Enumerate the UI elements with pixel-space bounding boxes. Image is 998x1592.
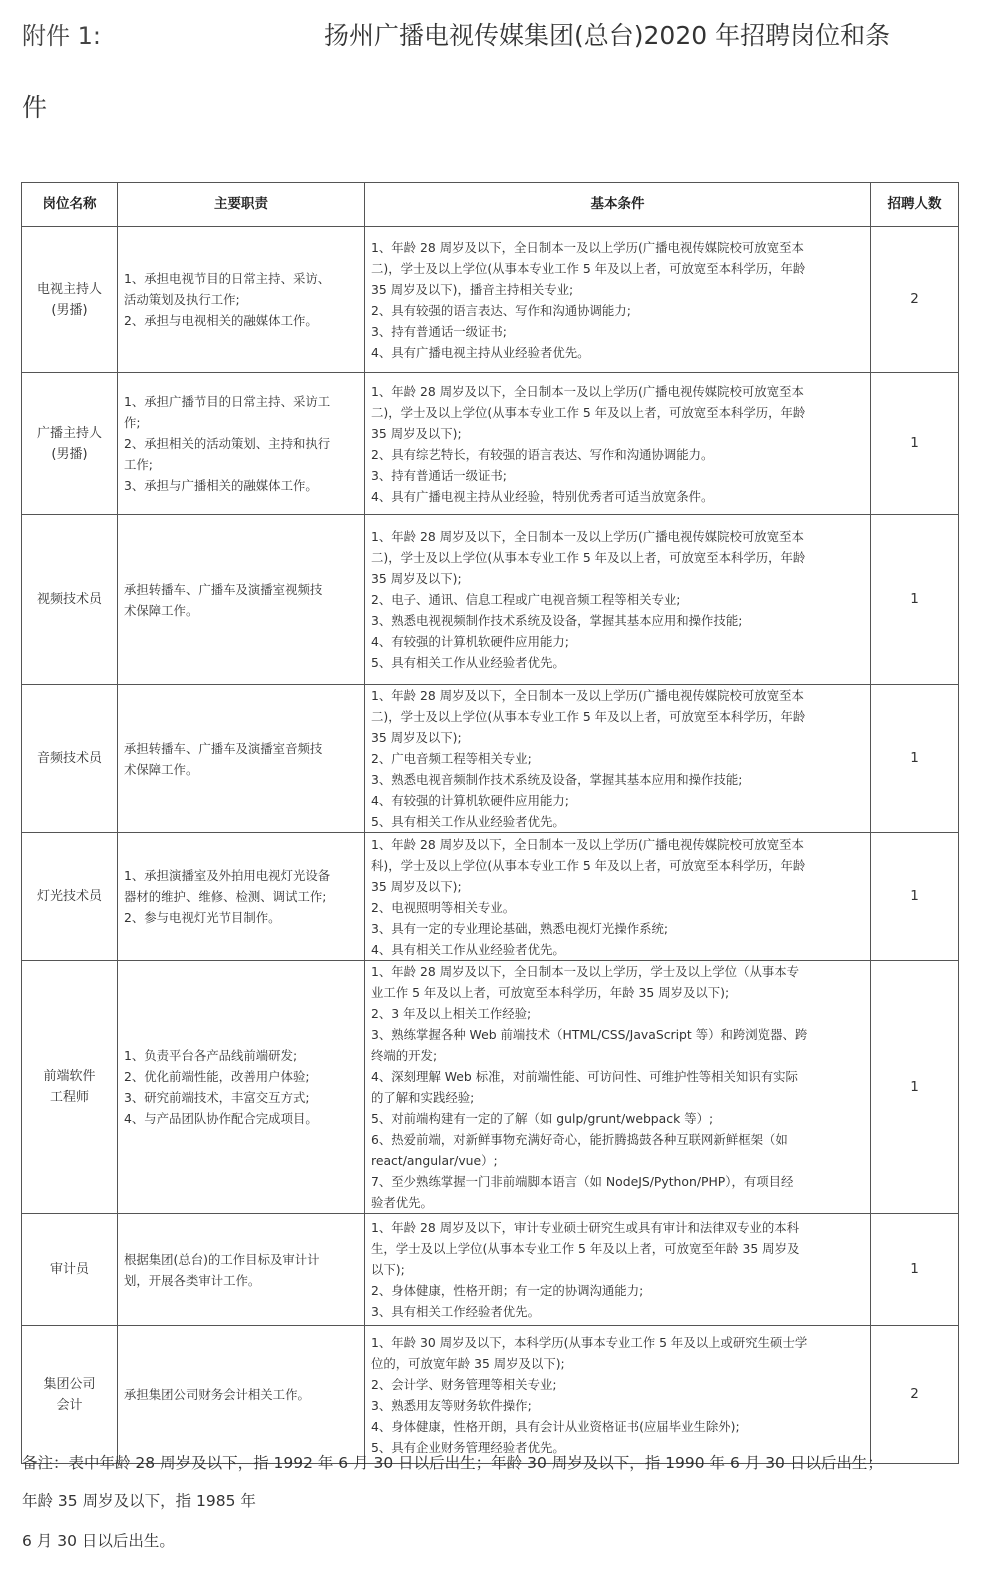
requirements-line: 5、对前端构建有一定的了解（如 gulp/grunt/webpack 等）; (371, 1111, 714, 1126)
requirements-line: 4、身体健康，性格开朗，具有会计从业资格证书(应届毕业生除外); (371, 1418, 740, 1434)
requirements-cell (365, 1326, 871, 1464)
requirements-line: 1、年龄 28 周岁及以下，审计专业硕士研究生或具有审计和法律双专业的本科 (371, 1220, 800, 1235)
duties-line: 工作; (124, 457, 153, 472)
requirements-line: 35 周岁及以下); (371, 878, 462, 894)
duties-cell (118, 833, 365, 961)
recruitment-table (21, 182, 959, 1464)
position-name-line: 视频技术员 (36, 592, 102, 607)
requirements-line: 2、具有综艺特长，有较强的语言表达、写作和沟通协调能力。 (371, 446, 714, 462)
position-name-line: (男播) (51, 446, 88, 462)
duties-line: 4、与产品团队协作配合完成项目。 (124, 1111, 318, 1126)
requirements-line: 的了解和实践经验; (371, 1090, 475, 1105)
table-row (22, 1326, 959, 1464)
duties-line: 1、承担广播节目的日常主持、采访工 (124, 394, 331, 409)
duties-cell (118, 373, 365, 515)
requirements-line: 1、年龄 30 周岁及以下，本科学历(从事本专业工作 5 年及以上或研究生硕士学 (371, 1334, 808, 1350)
requirements-line: 验者优先。 (371, 1195, 433, 1210)
requirements-line: 二)，学士及以上学位(从事本专业工作 5 年及以上者，可放宽至本科学历，年龄 (371, 404, 806, 420)
duties-line: 2、优化前端性能，改善用户体验; (124, 1069, 310, 1084)
headcount-cell: 1 (871, 515, 959, 685)
requirements-line: 35 周岁及以下)，播音主持相关专业; (371, 281, 574, 297)
position-name-line: 电视主持人 (36, 281, 102, 297)
column-header-requirements: 基本条件 (365, 183, 871, 227)
position-name-cell (22, 961, 118, 1214)
requirements-line: 2、具有较强的语言表达、写作和沟通协调能力; (371, 302, 631, 318)
requirements-line: 7、至少熟练掌握一门非前端脚本语言（如 NodeJS/Python/PHP），有项目经 (371, 1174, 794, 1189)
duties-line: 术保障工作。 (124, 761, 199, 777)
requirements-line: 二)，学士及以上学位(从事本专业工作 5 年及以上者，可放宽至本科学历，年龄 (371, 260, 806, 276)
column-header-count: 招聘人数 (871, 183, 959, 227)
footnote-line-1: 备注：表中年龄 28 周岁及以下，指 1992 年 6 月 30 日以后出生；年龄 30 周岁及以下，指 1990 年 6 月 30 日以后出生； (22, 1454, 883, 1472)
requirements-cell (365, 685, 871, 833)
footnote-line-3: 6 月 30 日以后出生。 (22, 1532, 175, 1550)
requirements-line: 35 周岁及以下); (371, 425, 462, 441)
position-name-line: 广播主持人 (36, 425, 102, 441)
requirements-line: 1、年龄 28 周岁及以下，全日制本一及以上学历(广播电视传媒院校可放宽至本 (371, 239, 804, 255)
position-name-cell (22, 1214, 118, 1326)
duties-line: 作; (124, 415, 141, 430)
table-row (22, 685, 959, 833)
requirements-line: 3、具有相关工作经验者优先。 (371, 1304, 540, 1319)
duties-line: 1、负责平台各产品线前端研发; (124, 1048, 298, 1063)
requirements-line: 5、具有企业财务管理经验者优先。 (371, 1439, 565, 1455)
duties-line: 承担集团公司财务会计相关工作。 (124, 1387, 310, 1402)
duties-cell (118, 685, 365, 833)
requirements-line: 业工作 5 年及以上者，可放宽至本科学历，年龄 35 周岁及以下); (371, 985, 730, 1000)
position-name-cell (22, 1326, 118, 1464)
duties-cell (118, 1326, 365, 1464)
requirements-line: 35 周岁及以下); (371, 571, 462, 586)
table-row (22, 1214, 959, 1326)
document-header (22, 12, 972, 132)
requirements-line: 1、年龄 28 周岁及以下，全日制本一及以上学历(广播电视传媒院校可放宽至本 (371, 529, 804, 544)
requirements-cell (365, 373, 871, 515)
duties-line: 根据集团(总台)的工作目标及审计计 (124, 1251, 320, 1267)
requirements-cell (365, 961, 871, 1214)
duties-line: 3、承担与广播相关的融媒体工作。 (124, 478, 318, 493)
position-name-line: 音频技术员 (36, 751, 102, 766)
requirements-line: 3、熟悉电视视频制作技术系统及设备，掌握其基本应用和操作技能; (371, 613, 743, 628)
requirements-line: 4、具有广播电视主持从业经验，特别优秀者可适当放宽条件。 (371, 488, 714, 504)
attachment-label: 附件 1: (22, 22, 101, 50)
position-name-line: (男播) (51, 302, 88, 318)
requirements-cell (365, 833, 871, 961)
requirements-line: 3、熟悉用友等财务软件操作; (371, 1397, 532, 1413)
table-body (22, 227, 959, 1464)
requirements-line: 2、电视照明等相关专业。 (371, 899, 516, 915)
headcount-cell: 2 (871, 1326, 959, 1464)
position-name-cell (22, 515, 118, 685)
requirements-line: 终端的开发; (371, 1048, 438, 1063)
duties-line: 1、承担演播室及外拍用电视灯光设备 (124, 868, 331, 883)
duties-cell (118, 961, 365, 1214)
table-row (22, 227, 959, 373)
requirements-line: 4、有较强的计算机软硬件应用能力; (371, 634, 569, 649)
requirements-line: 1、年龄 28 周岁及以下，全日制本一及以上学历(广播电视传媒院校可放宽至本 (371, 836, 804, 852)
position-name-cell (22, 833, 118, 961)
duties-line: 2、参与电视灯光节目制作。 (124, 910, 281, 925)
position-name-cell (22, 227, 118, 373)
requirements-line: 35 周岁及以下); (371, 730, 462, 745)
requirements-line: 1、年龄 28 周岁及以下，全日制本一及以上学历(广播电视传媒院校可放宽至本 (371, 688, 804, 703)
duties-line: 3、研究前端技术，丰富交互方式; (124, 1090, 310, 1105)
requirements-line: 二)，学士及以上学位(从事本专业工作 5 年及以上者，可放宽至本科学历，年龄 (371, 709, 806, 724)
duties-line: 承担转播车、广播车及演播室视频技 (124, 581, 323, 597)
requirements-line: 1、年龄 28 周岁及以下，全日制本一及以上学历，学士及以上学位（从事本专 (371, 964, 800, 979)
table-header-row (22, 183, 959, 227)
requirements-line: 3、持有普通话一级证书; (371, 323, 507, 339)
requirements-line: 3、持有普通话一级证书; (371, 467, 507, 483)
duties-line: 2、承担与电视相关的融媒体工作。 (124, 313, 318, 328)
requirements-line: 二)，学士及以上学位(从事本专业工作 5 年及以上者，可放宽至本科学历，年龄 (371, 550, 806, 565)
position-name-line: 工程师 (49, 1090, 89, 1105)
requirements-line: 4、具有广播电视主持从业经验者优先。 (371, 344, 590, 360)
position-name-cell (22, 373, 118, 515)
column-header-position: 岗位名称 (22, 183, 118, 227)
requirements-line: 科)，学士及以上学位(从事本专业工作 5 年及以上者，可放宽至本科学历，年龄 (371, 857, 806, 873)
duties-line: 承担转播车、广播车及演播室音频技 (124, 740, 323, 756)
position-name-line: 审计员 (49, 1262, 89, 1277)
requirements-line: 3、熟悉电视音频制作技术系统及设备，掌握其基本应用和操作技能; (371, 772, 743, 787)
position-name-line: 集团公司 (43, 1376, 96, 1392)
headcount-cell: 1 (871, 373, 959, 515)
requirements-line: react/angular/vue）; (371, 1153, 498, 1168)
column-header-duties: 主要职责 (118, 183, 365, 227)
position-name-line: 前端软件 (43, 1069, 96, 1084)
requirements-line: 位的，可放宽年龄 35 周岁及以下); (371, 1355, 565, 1371)
requirements-line: 以下); (371, 1262, 405, 1277)
requirements-line: 2、广电音频工程等相关专业; (371, 751, 532, 766)
duties-cell (118, 227, 365, 373)
table-row (22, 833, 959, 961)
table-row (22, 373, 959, 515)
duties-cell (118, 515, 365, 685)
requirements-line: 4、有较强的计算机软硬件应用能力; (371, 793, 569, 808)
requirements-line: 2、身体健康，性格开朗；有一定的协调沟通能力; (371, 1283, 644, 1298)
requirements-line: 2、会计学、财务管理等相关专业; (371, 1376, 557, 1392)
requirements-line: 6、热爱前端，对新鲜事物充满好奇心，能折腾捣鼓各种互联网新鲜框架（如 (371, 1132, 788, 1147)
requirements-cell (365, 515, 871, 685)
requirements-line: 3、具有一定的专业理论基础，熟悉电视灯光操作系统; (371, 920, 669, 936)
headcount-cell: 2 (871, 227, 959, 373)
duties-line: 器材的维护、维修、检测、调试工作; (124, 889, 327, 904)
duties-line: 1、承担电视节目的日常主持、采访、 (124, 271, 331, 286)
requirements-line: 1、年龄 28 周岁及以下，全日制本一及以上学历(广播电视传媒院校可放宽至本 (371, 383, 804, 399)
table-row (22, 515, 959, 685)
requirements-line: 3、熟练掌握各种 Web 前端技术（HTML/CSS/JavaScript 等）和跨浏览器、跨 (371, 1027, 808, 1042)
requirements-line: 5、具有相关工作从业经验者优先。 (371, 814, 565, 829)
table-row (22, 961, 959, 1214)
duties-line: 活动策划及执行工作; (124, 292, 240, 307)
headcount-cell: 1 (871, 1214, 959, 1326)
duties-line: 2、承担相关的活动策划、主持和执行 (124, 436, 331, 451)
requirements-cell (365, 1214, 871, 1326)
requirements-line: 2、3 年及以上相关工作经验; (371, 1006, 532, 1021)
requirements-line: 4、具有相关工作从业经验者优先。 (371, 941, 565, 957)
duties-line: 划，开展各类审计工作。 (124, 1272, 261, 1288)
document-title: 扬州广播电视传媒集团(总台)2020 年招聘岗位和条 (324, 21, 891, 50)
duties-line: 术保障工作。 (124, 602, 199, 618)
headcount-cell: 1 (871, 961, 959, 1214)
requirements-line: 生，学士及以上学位(从事本专业工作 5 年及以上者，可放宽至年龄 35 周岁及 (371, 1241, 800, 1256)
footnote-line-2: 年龄 35 周岁及以下，指 1985 年 (22, 1492, 256, 1510)
requirements-line: 2、电子、通讯、信息工程或广电视音频工程等相关专业; (371, 592, 681, 607)
duties-cell (118, 1214, 365, 1326)
requirements-line: 5、具有相关工作从业经验者优先。 (371, 655, 565, 670)
document-title-continued: 件 (22, 93, 48, 122)
position-name-cell (22, 685, 118, 833)
headcount-cell: 1 (871, 833, 959, 961)
position-name-line: 灯光技术员 (36, 889, 102, 904)
headcount-cell: 1 (871, 685, 959, 833)
requirements-cell (365, 227, 871, 373)
requirements-line: 4、深刻理解 Web 标准，对前端性能、可访问性、可维护性等相关知识有实际 (371, 1069, 798, 1084)
position-name-line: 会计 (56, 1397, 83, 1413)
